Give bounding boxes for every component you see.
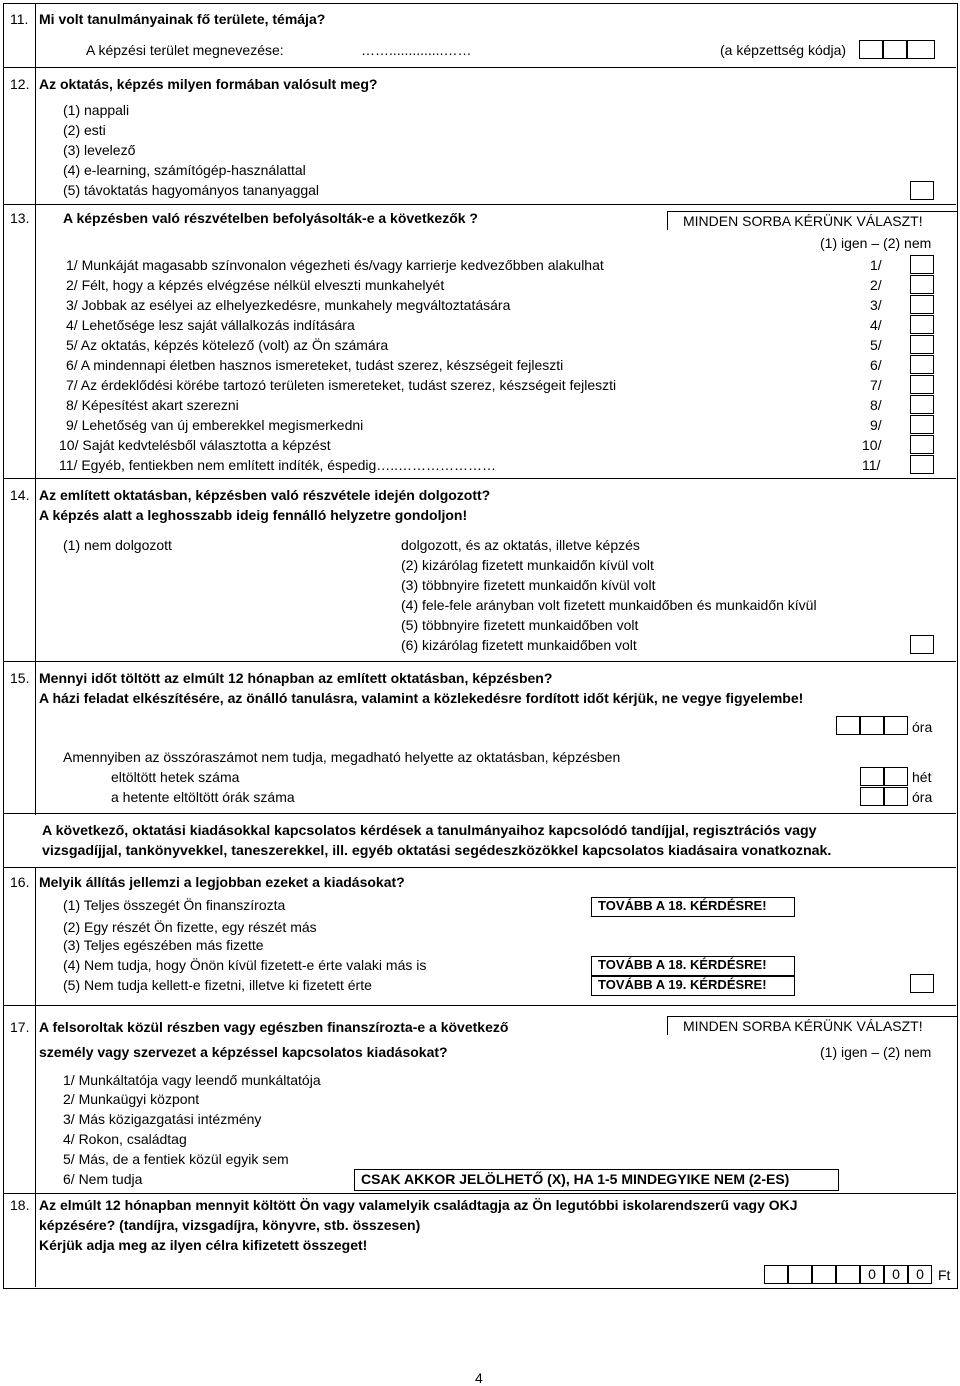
q14-option-6: (6) kizárólag fizetett munkaidőben volt [401,637,637,653]
q14-option-1: (1) nem dolgozott [63,537,172,553]
q15-weeks-box-2[interactable] [884,767,908,786]
number-column-divider [35,4,36,1287]
q13-item-7-box[interactable] [910,375,934,394]
q17-item-3: 3/ Más közigazgatási intézmény [63,1111,262,1127]
q13-item-9: 9/ Lehetőség van új emberekkel megismerkedni [66,417,364,433]
q13-item-3-box[interactable] [910,295,934,314]
q15-perweek-box-1[interactable] [860,787,884,806]
q13-number: 13. [10,210,30,226]
q13-item-4-code: 4/ [870,317,882,333]
q14-option-4: (4) fele-fele arányban volt fizetett munkaidőben és munkaidőn kívül [401,597,817,613]
q11-code-label: (a képzettség kódja) [720,42,847,58]
q17-item-2: 2/ Munkaügyi központ [63,1091,200,1107]
q17-item-6: 6/ Nem tudja [63,1171,143,1187]
q13-item-4-box[interactable] [910,315,934,334]
costs-intro-line-1: A következő, oktatási kiadásokkal kapcsolatos kérdések a tanulmányaihoz kapcsolódó tandíjjal, regisztrációs vagy [42,823,817,839]
q15-weeks-box-1[interactable] [860,767,884,786]
q16-option-2: (2) Egy részét Ön fizette, egy részét más [63,919,317,935]
q15-perweek-unit: óra [912,789,933,805]
q12-option-4: (4) e-learning, számítógép-használattal [63,162,306,178]
q16-number: 16. [10,874,30,890]
q12-answer-box[interactable] [910,181,934,200]
q13-item-9-box[interactable] [910,415,934,434]
divider [4,1193,956,1194]
q13-item-6-code: 6/ [870,357,882,373]
q13-title: A képzésben való részvételben befolyásolták-e a következők ? [63,210,478,226]
q17-title-1: A felsoroltak közül részben vagy egészben finanszírozta-e a következő [39,1019,509,1035]
q11-field-label: A képzési terület megnevezése: [86,42,284,58]
q13-item-11-box[interactable] [910,455,934,474]
q14-option-3: (3) többnyire fizetett munkaidőn kívül volt [401,577,656,593]
q11-code-box-3[interactable] [907,40,935,59]
q13-item-4: 4/ Lehetősége lesz saját vállalkozás indítására [66,317,355,333]
q12-title: Az oktatás, képzés milyen formában valósult meg? [39,76,378,92]
q13-item-5: 5/ Az oktatás, képzés kötelező (volt) az Ön számára [66,337,389,353]
q18-number: 18. [10,1197,30,1213]
q14-option-5: (5) többnyire fizetett munkaidőben volt [401,617,639,633]
q16-skip-18-b: TOVÁBB A 18. KÉRDÉSRE! [591,956,795,976]
q13-item-8-code: 8/ [870,397,882,413]
q11-code-box-2[interactable] [883,40,907,59]
q13-item-8: 8/ Képesítést akart szerezni [66,397,239,413]
q11-code-box-1[interactable] [859,40,883,59]
q14-number: 14. [10,487,30,503]
q16-option-3: (3) Teljes egészében más fizette [63,937,264,953]
q13-item-1: 1/ Munkáját magasabb színvonalon végezheti és/vagy karrierje kedvezőbben alakulhat [66,257,604,273]
page-number: 4 [475,1370,483,1386]
q16-option-4: (4) Nem tudja, hogy Önön kívül fizetett-e érte valaki más is [63,957,427,973]
q16-skip-19: TOVÁBB A 19. KÉRDÉSRE! [591,976,795,996]
q15-perweek-box-2[interactable] [884,787,908,806]
q13-item-10: 10/ Saját kedvtelésből választotta a képzést [59,437,331,453]
q13-item-11-code: 11/ [862,457,881,473]
q15-hours-box-2[interactable] [860,716,884,735]
q16-skip-18-a: TOVÁBB A 18. KÉRDÉSRE! [591,897,795,917]
q15-alt-text: Amennyiben az összóraszámot nem tudja, megadható helyette az oktatásban, képzésben [63,749,621,765]
q16-title: Melyik állítás jellemzi a legjobban ezeket a kiadásokat? [39,874,405,890]
q17-note: CSAK AKKOR JELÖLHETŐ (X), HA 1-5 MINDEGYIKE NEM (2-ES) [354,1169,839,1191]
q14-title-2: A képzés alatt a leghosszabb ideig fennálló helyzetre gondoljon! [39,507,468,523]
q13-item-3-code: 3/ [870,297,882,313]
q13-item-7-code: 7/ [870,377,882,393]
q15-hours-box-3[interactable] [884,716,908,735]
q14-right-head: dolgozott, és az oktatás, illetve képzés [401,537,640,553]
q18-amount-box-3[interactable] [812,1265,836,1284]
q13-item-5-box[interactable] [910,335,934,354]
q15-number: 15. [10,670,30,686]
q13-item-2-box[interactable] [910,275,934,294]
divider [4,67,956,68]
divider [4,1005,956,1006]
q13-item-6: 6/ A mindennapi életben hasznos ismereteket, tudást szerez, készségeit fejleszti [66,357,564,373]
q13-item-9-code: 9/ [870,417,882,433]
q13-item-1-code: 1/ [870,257,882,273]
q13-scale: (1) igen – (2) nem [820,235,932,251]
q14-answer-box[interactable] [910,635,934,654]
q17-instruction: MINDEN SORBA KÉRÜNK VÁLASZT! [667,1016,957,1035]
divider [4,813,956,814]
q17-scale: (1) igen – (2) nem [820,1044,932,1060]
q17-number: 17. [10,1019,30,1035]
q12-option-3: (3) levelező [63,142,136,158]
q15-weeks-unit: hét [912,769,932,785]
q12-option-1: (1) nappali [63,102,130,118]
divider [4,867,956,868]
q15-title-1: Mennyi időt töltött az elmúlt 12 hónapban az említett oktatásban, képzésben? [39,670,553,686]
divider [4,204,956,205]
q13-item-10-box[interactable] [910,435,934,454]
q18-title-2: képzésére? (tandíjra, vizsgadíjra, könyvre, stb. összesen) [39,1217,421,1233]
q13-item-1-box[interactable] [910,255,934,274]
q18-amount-box-4[interactable] [836,1265,860,1284]
q16-answer-box[interactable] [910,974,934,993]
q17-item-1: 1/ Munkáltatója vagy leendő munkáltatója [63,1072,321,1088]
q14-title-1: Az említett oktatásban, képzésben való részvétele idején dolgozott? [39,487,491,503]
q15-perweek-label: a hetente eltöltött órák száma [111,789,295,805]
q15-hours-box-1[interactable] [836,716,860,735]
q15-hours-unit: óra [912,719,933,735]
q18-currency: Ft [938,1267,951,1283]
q17-item-5: 5/ Más, de a fentiek közül egyik sem [63,1151,289,1167]
q13-item-2-code: 2/ [870,277,882,293]
q16-option-5: (5) Nem tudja kellett-e fizetni, illetve ki fizetett érte [63,977,372,993]
costs-intro-block [4,815,956,867]
q11-number: 11. [10,11,29,27]
q12-option-2: (2) esti [63,122,106,138]
q18-amount-box-1[interactable] [764,1265,788,1284]
q14-option-2: (2) kizárólag fizetett munkaidőn kívül volt [401,557,654,573]
q13-item-2: 2/ Félt, hogy a képzés elvégzése nélkül elveszti munkahelyét [66,277,445,293]
q13-instruction: MINDEN SORBA KÉRÜNK VÁLASZT! [667,211,957,230]
q12-number: 12. [10,76,30,92]
divider [4,478,956,479]
q15-title-2: A házi feladat elkészítésére, az önálló tanulásra, valamint a közlekedésre fordított időt kérjük, ne vegye figyelembe! [39,690,804,706]
divider [4,661,956,662]
q13-item-7: 7/ Az érdeklődési körébe tartozó területen ismereteket, tudást szerez, készségeit fejleszti [66,377,617,393]
q16-option-1: (1) Teljes összegét Ön finanszírozta [63,897,286,913]
q18-amount-zero-2: 0 [884,1265,908,1284]
q13-item-11: 11/ Egyéb, fentiekben nem említett indíték, éspedig…..………………… [59,457,497,473]
q11-title: Mi volt tanulmányainak fő területe, témája? [39,11,326,27]
q18-title-1: Az elmúlt 12 hónapban mennyit költött Ön vagy valamelyik családtagja az Ön legutóbbi iskolarendszerű vagy OKJ [39,1197,798,1213]
q13-item-3: 3/ Jobbak az esélyei az elhelyezkedésre, munkahely megváltoztatására [66,297,511,313]
q18-amount-box-2[interactable] [788,1265,812,1284]
costs-intro-line-2: vizsgadíjjal, tankönyvekkel, taneszerekkel, ill. egyéb oktatási segédeszközökkel kapcsolatos kiadásaira vonatkoznak. [42,843,832,859]
q18-amount-zero-1: 0 [860,1265,884,1284]
questionnaire-page [3,3,958,1289]
q17-title-2: személy vagy szervezet a képzéssel kapcsolatos kiadásokat? [39,1044,448,1060]
q18-amount-zero-3: 0 [908,1265,932,1284]
q13-item-6-box[interactable] [910,355,934,374]
q17-item-4: 4/ Rokon, családtag [63,1131,187,1147]
q18-title-3: Kérjük adja meg az ilyen célra kifizetett összeget! [39,1237,368,1253]
q13-item-10-code: 10/ [862,437,882,453]
q15-weeks-label: eltöltött hetek száma [111,769,240,785]
q11-field-value[interactable]: ……..............…… [361,42,472,58]
q13-item-8-box[interactable] [910,395,934,414]
q13-item-5-code: 5/ [870,337,882,353]
q12-option-5: (5) távoktatás hagyományos tananyaggal [63,182,320,198]
